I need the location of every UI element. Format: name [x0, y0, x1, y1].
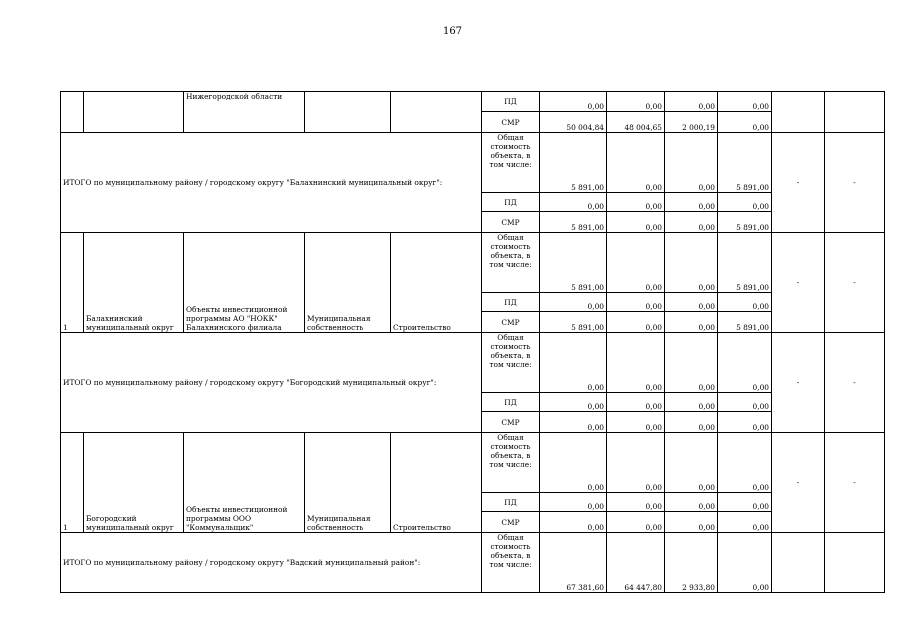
table-row	[61, 92, 885, 112]
total-row	[61, 133, 885, 193]
dash-cell: -	[825, 333, 885, 433]
value-cell: 0,00	[607, 412, 665, 433]
object-description: Нижегородской области	[184, 92, 305, 133]
object-row	[61, 233, 885, 293]
value-cell: 0,00	[540, 412, 607, 433]
investment-table	[60, 91, 885, 593]
value-cell: 0,00	[718, 393, 772, 412]
value-cell: 0,00	[607, 293, 665, 312]
object-row	[61, 433, 885, 493]
district-name: Балахнинский муниципальный округ	[84, 233, 184, 333]
value-cell: 0,00	[540, 193, 607, 212]
value-cell: 0,00	[718, 412, 772, 433]
value-cell: 0,00	[607, 333, 665, 393]
total-label: ИТОГО по муниципальному району / городскому округу "Балахнинский муниципальный округ":	[61, 133, 482, 233]
value-cell: 0,00	[540, 512, 607, 533]
value-cell: 0,00	[540, 433, 607, 493]
value-cell: 0,00	[607, 493, 665, 512]
value-cell: 5 891,00	[540, 133, 607, 193]
dash-cell: -	[772, 233, 825, 333]
cost-label: Общая стоимость объекта, в том числе:	[482, 133, 540, 193]
value-cell: 0,00	[665, 393, 718, 412]
dash-cell: -	[772, 433, 825, 533]
cost-label: ПД	[482, 393, 540, 412]
total-row	[61, 333, 885, 393]
dash-cell: -	[825, 133, 885, 233]
object-description: Объекты инвестиционной программы АО "НОКК" Балахнинского филиала	[184, 233, 305, 333]
cost-label: Общая стоимость объекта, в том числе:	[482, 333, 540, 393]
dash-cell: -	[772, 133, 825, 233]
value-cell: 2 933,80	[665, 533, 718, 593]
cost-label: СМР	[482, 312, 540, 333]
value-cell: 0,00	[718, 493, 772, 512]
value-cell: 0,00	[718, 112, 772, 133]
value-cell: 0,00	[718, 433, 772, 493]
cost-label: ПД	[482, 493, 540, 512]
value-cell: 5 891,00	[540, 212, 607, 233]
value-cell: 0,00	[540, 333, 607, 393]
value-cell: 5 891,00	[718, 233, 772, 293]
value-cell: 0,00	[665, 312, 718, 333]
value-cell: 0,00	[607, 393, 665, 412]
cost-label: ПД	[482, 293, 540, 312]
work-type: Строительство	[391, 433, 482, 533]
value-cell: 0,00	[665, 92, 718, 112]
value-cell: 0,00	[607, 133, 665, 193]
value-cell: 0,00	[607, 193, 665, 212]
value-cell: 0,00	[665, 512, 718, 533]
value-cell: 0,00	[718, 333, 772, 393]
row-number: 1	[61, 433, 84, 533]
value-cell: 0,00	[540, 92, 607, 112]
value-cell: 0,00	[607, 233, 665, 293]
value-cell: 5 891,00	[718, 133, 772, 193]
value-cell: 0,00	[665, 233, 718, 293]
value-cell: 0,00	[607, 92, 665, 112]
value-cell: 5 891,00	[540, 233, 607, 293]
value-cell: 48 004,65	[607, 112, 665, 133]
value-cell: 0,00	[718, 193, 772, 212]
value-cell: 0,00	[718, 512, 772, 533]
total-row	[61, 533, 885, 593]
cost-label: СМР	[482, 512, 540, 533]
value-cell: 0,00	[540, 393, 607, 412]
row-number: 1	[61, 233, 84, 333]
value-cell: 0,00	[540, 493, 607, 512]
cost-label: СМР	[482, 212, 540, 233]
total-label: ИТОГО по муниципальному району / городскому округу "Богородский муниципальный округ":	[61, 333, 482, 433]
object-description: Объекты инвестиционной программы ООО "Коммунальщик"	[184, 433, 305, 533]
cost-label: Общая стоимость объекта, в том числе:	[482, 233, 540, 293]
cost-label: СМР	[482, 112, 540, 133]
value-cell: 0,00	[718, 533, 772, 593]
ownership: Муниципальная собственность	[305, 433, 391, 533]
cost-label: ПД	[482, 193, 540, 212]
value-cell: 0,00	[665, 133, 718, 193]
value-cell: 0,00	[607, 433, 665, 493]
value-cell: 2 000,19	[665, 112, 718, 133]
value-cell: 0,00	[665, 293, 718, 312]
cost-label: Общая стоимость объекта, в том числе:	[482, 533, 540, 593]
value-cell: 0,00	[665, 193, 718, 212]
value-cell: 0,00	[665, 433, 718, 493]
cost-label: Общая стоимость объекта, в том числе:	[482, 433, 540, 493]
district-name: Богородский муниципальный округ	[84, 433, 184, 533]
cost-label: СМР	[482, 412, 540, 433]
value-cell: 0,00	[607, 312, 665, 333]
dash-cell: -	[825, 433, 885, 533]
dash-cell: -	[825, 233, 885, 333]
value-cell: 0,00	[607, 212, 665, 233]
value-cell: 0,00	[607, 512, 665, 533]
value-cell: 0,00	[665, 493, 718, 512]
value-cell: 0,00	[665, 412, 718, 433]
value-cell: 64 447,80	[607, 533, 665, 593]
value-cell: 0,00	[718, 92, 772, 112]
value-cell: 5 891,00	[540, 312, 607, 333]
value-cell: 0,00	[718, 293, 772, 312]
value-cell: 0,00	[540, 293, 607, 312]
total-label: ИТОГО по муниципальному району / городскому округу "Вадский муниципальный район":	[61, 533, 482, 593]
ownership: Муниципальная собственность	[305, 233, 391, 333]
cost-label: ПД	[482, 92, 540, 112]
page-number: 167	[442, 26, 463, 37]
value-cell: 5 891,00	[718, 312, 772, 333]
value-cell: 67 381,60	[540, 533, 607, 593]
value-cell: 5 891,00	[718, 212, 772, 233]
value-cell: 0,00	[665, 212, 718, 233]
value-cell: 50 004,84	[540, 112, 607, 133]
value-cell: 0,00	[665, 333, 718, 393]
work-type: Строительство	[391, 233, 482, 333]
dash-cell: -	[772, 333, 825, 433]
